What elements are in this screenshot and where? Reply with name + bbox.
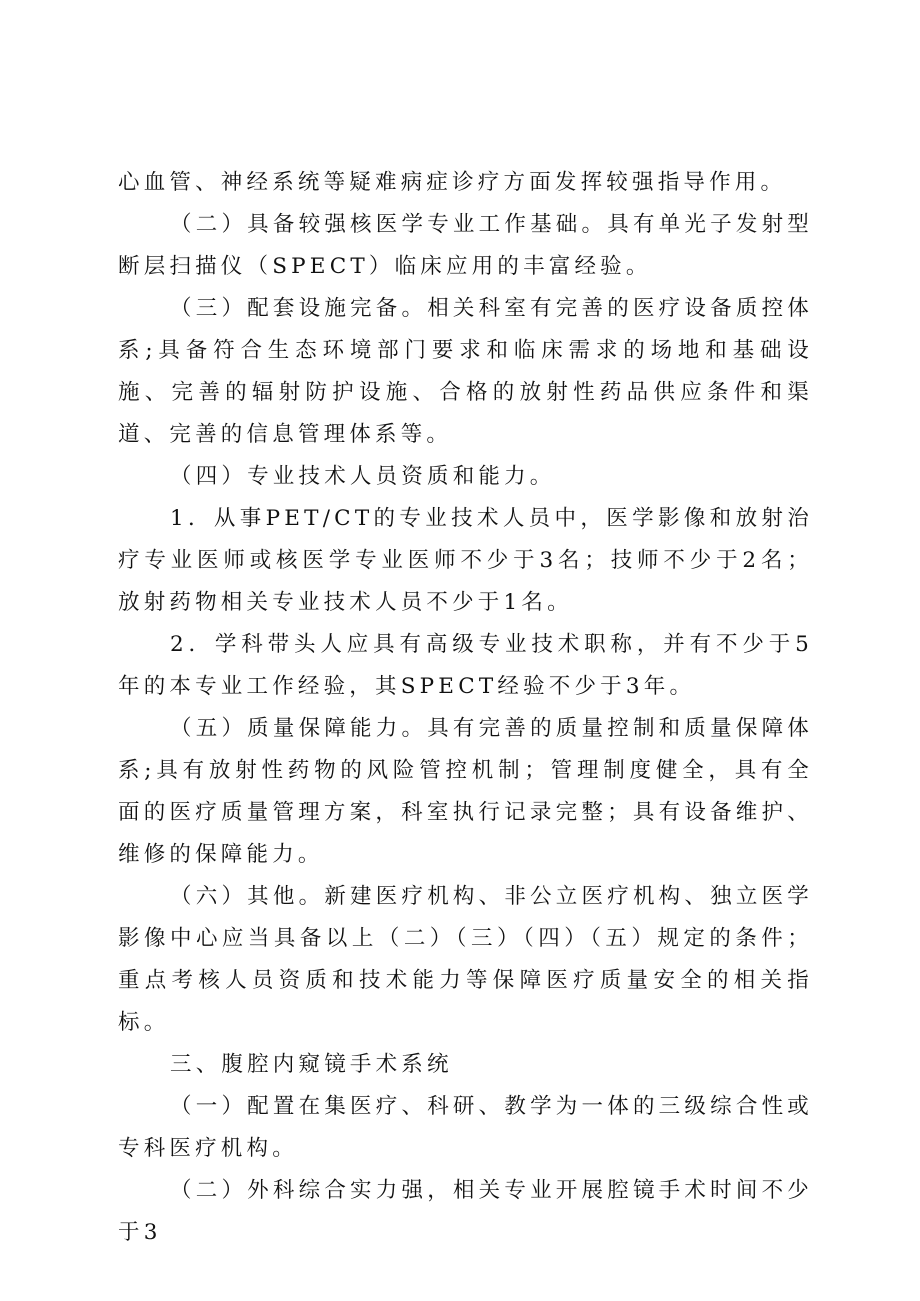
paragraph-laparoscopic-placement: （一）配置在集医疗、科研、教学为一体的三级综合性或专科医疗机构。 [118, 1094, 813, 1161]
paragraph-other: （六）其他。新建医疗机构、非公立医疗机构、独立医学影像中心应当具备以上（二）（三）（四）（五）规定的条件；重点考核人员资质和技术能力等保障医疗质量安全的相关指标。 [118, 884, 813, 1035]
paragraph-continuation: 心血管、神经系统等疑难病症诊疗方面发挥较强指导作用。 [118, 170, 787, 195]
document-page [118, 162, 813, 1254]
paragraph-surgical-strength: （二）外科综合实力强，相关专业开展腔镜手术时间不少于3 [118, 1178, 813, 1245]
paragraph-nuclear-medicine-basis: （二）具备较强核医学专业工作基础。具有单光子发射型断层扫描仪（SPECT）临床应用的丰富经验。 [118, 212, 813, 279]
paragraph-staff-item-2: 2．学科带头人应具有高级专业技术职称，并有不少于5年的本专业工作经验，其SPECT经验不少于3年。 [118, 632, 813, 699]
paragraph-staff-heading: （四）专业技术人员资质和能力。 [170, 464, 556, 489]
paragraph-facilities: （三）配套设施完备。相关科室有完善的医疗设备质控体系;具备符合生态环境部门要求和临床需求的场地和基础设施、完善的辐射防护设施、合格的放射性药品供应条件和渠道、完善的信息管理体系等。 [118, 296, 813, 447]
paragraph-staff-item-1: 1．从事PET/CT的专业技术人员中，医学影像和放射治疗专业医师或核医学专业医师不少于3名；技师不少于2名；放射药物相关专业技术人员不少于1名。 [118, 506, 813, 615]
paragraph-quality-assurance: （五）质量保障能力。具有完善的质量控制和质量保障体系;具有放射性药物的风险管控机制；管理制度健全，具有全面的医疗质量管理方案，科室执行记录完整；具有设备维护、维修的保障能力。 [118, 716, 813, 867]
section-heading-laparoscopic-system: 三、腹腔内窥镜手术系统 [170, 1052, 453, 1077]
